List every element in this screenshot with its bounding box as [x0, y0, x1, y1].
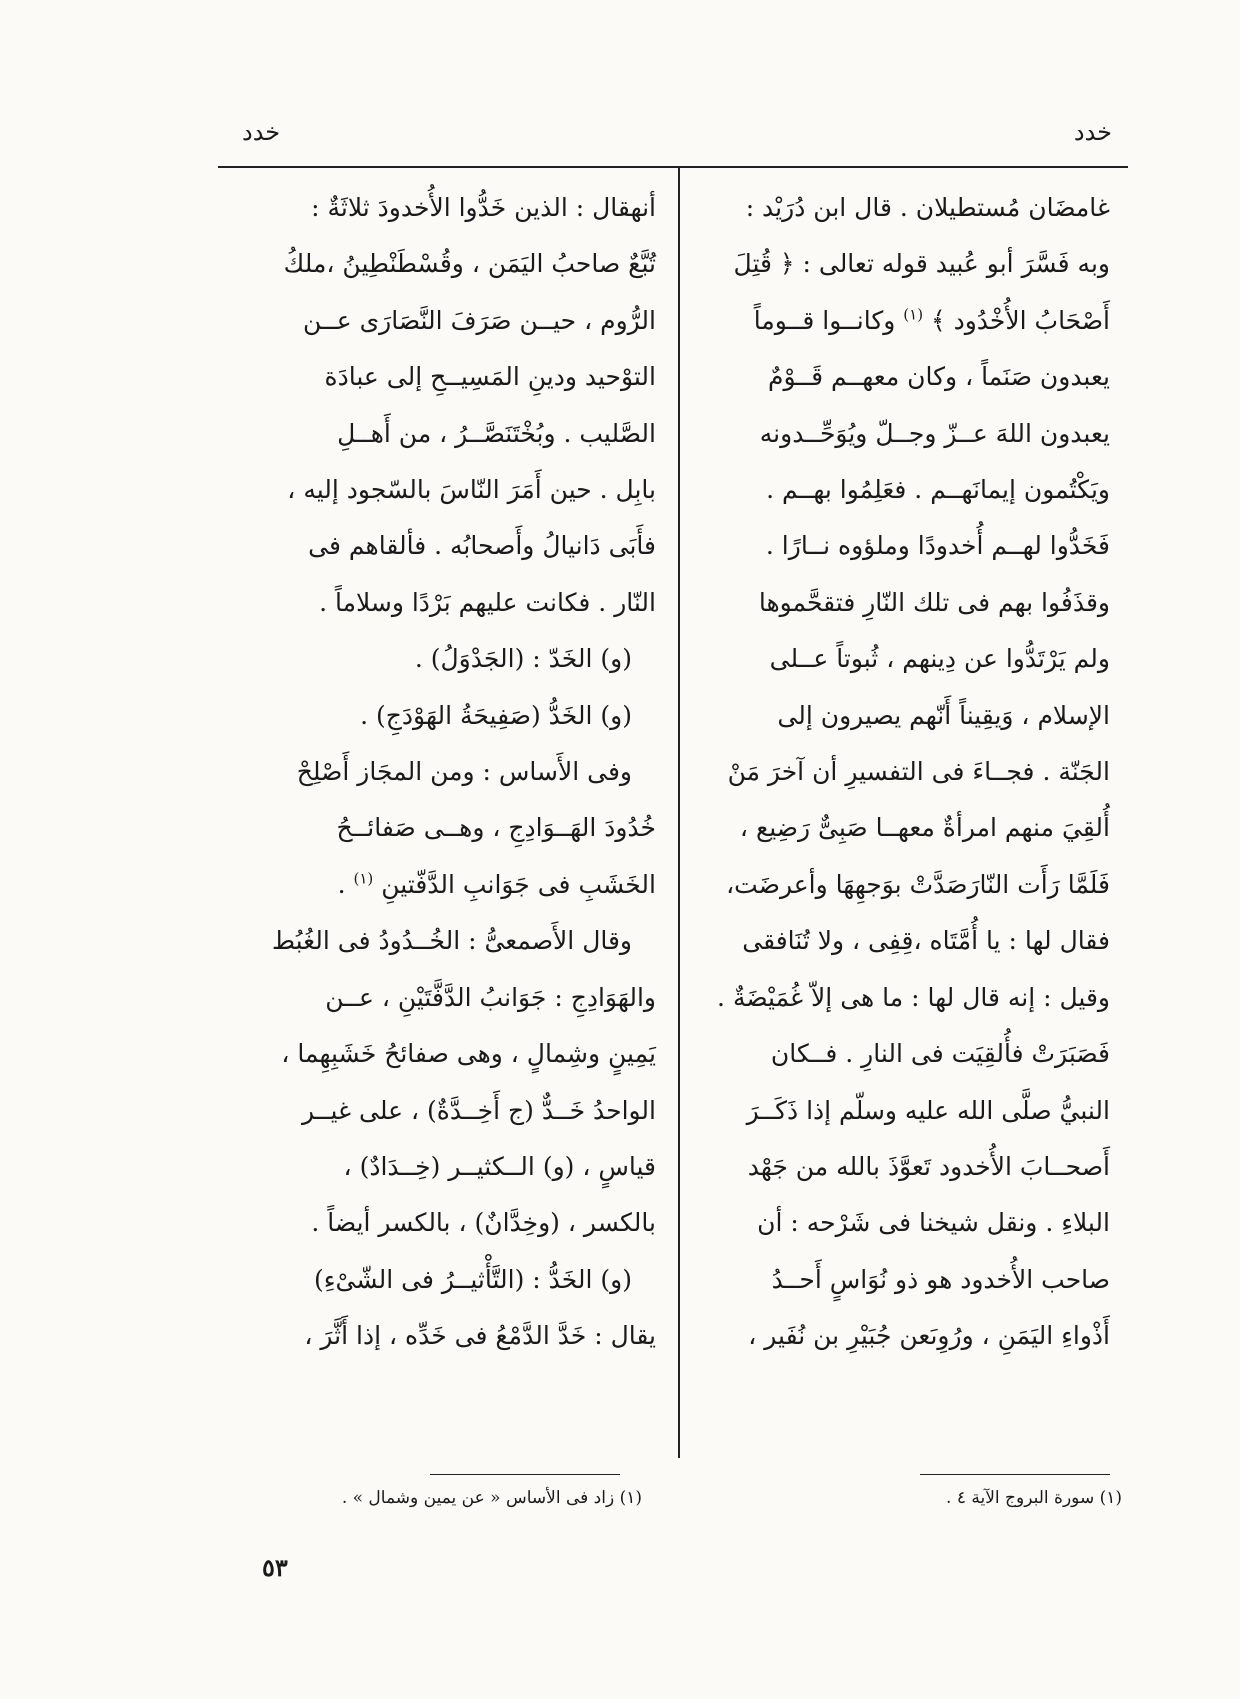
- text-line: فَخَدُّوا لهــم أُخدودًا وملؤوه نــارًا .: [765, 531, 1110, 561]
- text-fragment: أَصْحَابُ الأُخْدُود ﴾: [931, 305, 1110, 335]
- text-line: وقال الأَصمعىُّ : الخُــدُودُ فى الغُبُط: [271, 926, 632, 956]
- footnote-rule-left: [430, 1474, 620, 1475]
- text-line: الجَنّة . فجــاءَ فى التفسيرِ أن آخرَ مَنْ: [727, 757, 1110, 787]
- text-line: صاحب الأُخدود هو ذو نُوَاسٍ أَحــدُ: [771, 1264, 1110, 1294]
- text-fragment: الخَشَبِ فى جَوَانبِ الدَّفّتينِ: [381, 869, 656, 899]
- text-line: خُدُودَ الهَــوَادِجِ ، وهــى صَفائــحُ: [336, 813, 656, 843]
- text-line: ويَكْتُمون إيمانَهــم . فعَلِمُوا بهــم .: [766, 475, 1110, 505]
- text-line: وقذَفُوا بهم فى تلك النّارِ فتقحَّموها: [758, 587, 1110, 617]
- entry-jadwal: (و) الخَدّ : (الجَدْوَلُ) .: [414, 644, 632, 674]
- right-column: [700, 180, 1110, 1365]
- text-line: أُلقِيَ منهم امرأةٌ معهــا صَبِىٌّ رَضِيع ،: [739, 813, 1110, 843]
- page-number: ٥٣: [262, 1553, 288, 1582]
- text-line: بالكسر ، (وخِدَّانٌ) ، بالكسر أيضاً .: [311, 1208, 656, 1238]
- footnote-marker: (١): [353, 869, 374, 888]
- text-line: بابِل . حين أَمَرَ النّاسَ بالسّجود إليه ،: [287, 475, 656, 505]
- text-line: فَلَمَّا رَأَت النّارَصَدَّتْ بوَجهِهَا وأعرضَت،: [726, 869, 1110, 899]
- text-line: يعبدون صَنَماً ، وكان معهــم قَــوْمٌ: [768, 362, 1110, 392]
- text-line: ولم يَرْتَدُّوا عن دِينهم ، ثُبوتاً عــلى: [769, 644, 1110, 674]
- footnote-right: (١) سورة البروج الآية ٤ .: [946, 1488, 1122, 1508]
- text-line: والهَوَادِجِ : جَوَانبُ الدَّفَّتَيْنِ ، عــن: [325, 982, 656, 1012]
- text-line: أَذْواءِ اليَمَنِ ، ورُوِىَعن جُبَيْرِ بن نُفَير ،: [748, 1321, 1110, 1351]
- header-rule: [218, 166, 1128, 168]
- text-line: الواحدُ خَــدٌّ (ج أَخِــدَّةٌ) ، على غيــر: [302, 1095, 656, 1125]
- running-head-right: خدد: [1073, 118, 1112, 146]
- text-line: يقال : خَدَّ الدَّمْعُ فى خَدِّه ، إذا أَثَّرَ ،: [304, 1321, 656, 1351]
- text-line: الرُّوم ، حيــن صَرَفَ النَّصَارَى عــن: [303, 305, 656, 335]
- footnote-rule-right: [920, 1474, 1110, 1475]
- entry-safihat-hawdaj: (و) الخَدُّ (صَفِيحَةُ الهَوْدَجِ) .: [360, 700, 632, 730]
- text-line: فقال لها : يا أُمَّتَاه ،قِفِى ، ولا تُنَافقى: [742, 926, 1110, 956]
- text-line: النّار . فكانت عليهم بَرْدًا وسلاماً .: [319, 587, 656, 617]
- text-line: [700, 293, 1110, 349]
- text-line: غامضَان مُستطيلان . قال ابن دُرَيْد :: [745, 193, 1110, 222]
- footnote-marker: (١): [903, 305, 924, 324]
- text-line: الخَشَبِ فى جَوَانبِ الدَّفّتينِ $^{(١)}$ .: [337, 869, 656, 899]
- text-line: البلاءِ . ونقل شيخنا فى شَرْحه : أن: [757, 1208, 1110, 1238]
- text-line: الإسلام ، وَيقِيناً أَنّهم يصيرون إلى: [777, 700, 1110, 730]
- text-line: (و) الخَدُّ : (التَّأْثيــرُ فى الشّىْءِ): [314, 1264, 632, 1294]
- running-head-left: خدد: [242, 118, 281, 146]
- text-line: وبه فَسَّرَ أبو عُبيد قوله تعالى : ﴿ قُتِلَ: [733, 249, 1110, 279]
- text-line: النبيُّ صلَّى الله عليه وسلّم إذا ذَكَــرَ: [746, 1095, 1110, 1125]
- left-column: [210, 180, 656, 1365]
- text-line: وفى الأَساس : ومن المجَاز أَصْلِحْ: [296, 757, 632, 787]
- text-line: يعبدون اللهَ عــزّ وجــلّ ويُوَحِّــدونه: [759, 418, 1110, 448]
- text-line: أنهقال : الذين خَدُّوا الأُخدودَ ثلاثَةٌ :: [311, 193, 656, 222]
- text-line: الصَّليب . وبُخْتَنَصَّــرُ ، من أَهــلِ: [337, 418, 656, 448]
- text-line: وقيل : إنه قال لها : ما هى إلاّ غُمَيْضَةٌ .: [717, 982, 1110, 1012]
- text-line: التوْحيد ودينِ المَسِيــحِ إلى عبادَة: [324, 362, 656, 392]
- footnote-left: (١) زاد فى الأساس « عن يمين وشمال » .: [341, 1488, 642, 1508]
- text-fragment: وكانــوا قــوماً: [753, 305, 896, 335]
- column-divider: [678, 168, 680, 1458]
- text-line: فأَبَى دَانيالُ وأَصحابُه . فألقاهم فى: [308, 531, 656, 561]
- text-line: قياسٍ ، (و) الــكثيــر (خِــدَادٌ) ،: [343, 1151, 656, 1181]
- text-line: تُبَّعٌ صاحبُ اليَمَن ، وقُسْطَنْطِينُ ،ملكُ: [283, 249, 656, 279]
- text-line: يَمِينٍ وشِمالٍ ، وهى صفائحُ خَشَبِهِما ،: [281, 1039, 656, 1069]
- text-line: أَصحــابَ الأُخدود تَعوَّذَ بالله من جَهْد: [747, 1151, 1110, 1181]
- text-line: فَصَبَرَتْ فأُلقِيَت فى النارِ . فــكان: [770, 1039, 1110, 1069]
